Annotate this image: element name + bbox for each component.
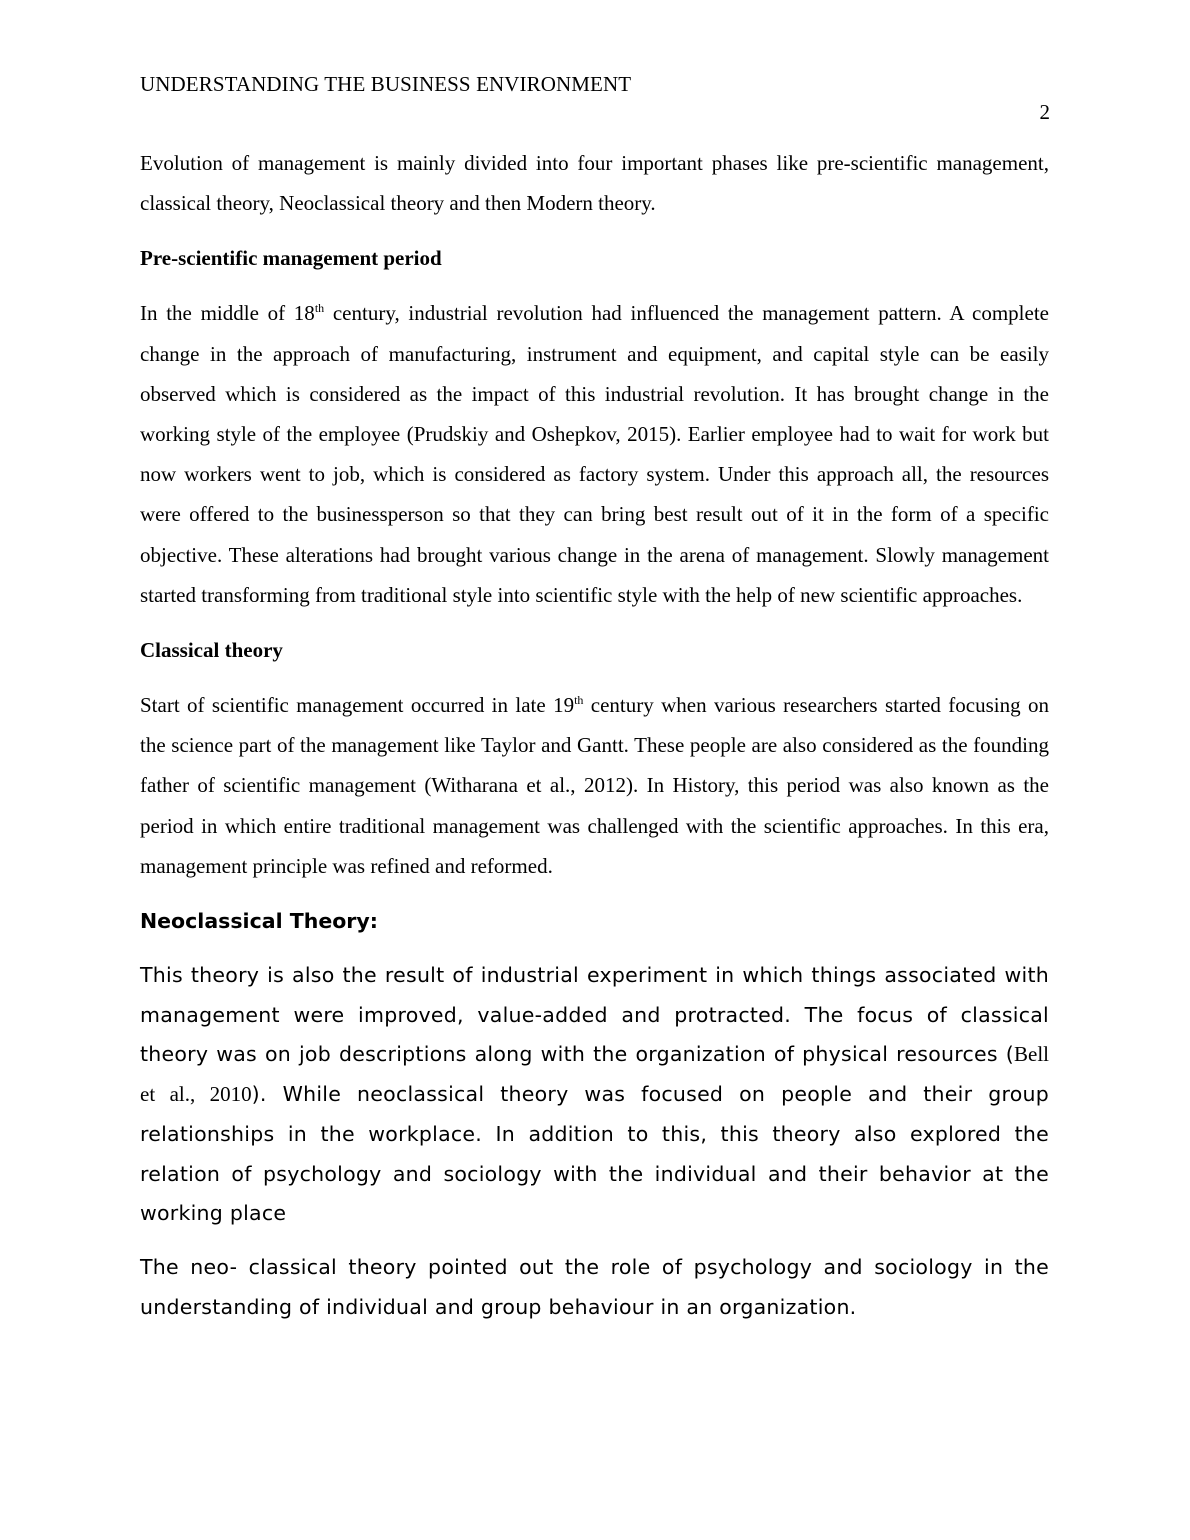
classical-text-start: Start of scientific management occurred in late 19 <box>140 693 575 718</box>
neoclassical-paragraph-1 <box>140 956 1049 1234</box>
classical-paragraph <box>140 685 1049 886</box>
neoclassical-paragraph-2: The neo- classical theory pointed out the role of psychology and sociology in the understanding of individual and group behaviour in an organization. <box>140 1254 1049 1319</box>
document-body <box>140 143 1049 1341</box>
page-number: 2 <box>1039 100 1050 124</box>
heading-pre-scientific: Pre-scientific management period <box>140 246 442 271</box>
ordinal-superscript: th <box>314 301 325 316</box>
pre-scientific-paragraph <box>140 293 1049 615</box>
citation: Bell et al., 2010 <box>140 1042 1049 1107</box>
heading-classical: Classical theory <box>140 638 283 663</box>
intro-paragraph: Evolution of management is mainly divided into four important phases like pre-scientific management, classical theory, Neoclassical theory and then Modern theory. <box>140 151 1049 216</box>
running-head: UNDERSTANDING THE BUSINESS ENVIRONMENT <box>140 72 632 96</box>
classical-text-rest: century when various researchers started focusing on the science part of the management like Taylor and Gantt. These people are also considered as the founding father of scientific management (Witharana et al., 2012). In History, this period was also known as the period in which entire traditional management was challenged with the scientific approaches. In this era, management principle was refined and reformed. <box>140 693 1049 878</box>
neoclassical-text-rest: ). While neoclassical theory was focused on people and their group relationships in the workplace. In addition to this, this theory also explored the relation of psychology and sociology with the individual and their behavior at the working place <box>140 1082 1050 1226</box>
pre-scientific-text-rest: century, industrial revolution had influenced the management pattern. A complete change in the approach of manufacturing, instrument and equipment, and capital style can be easily observed which is considered as the impact of this industrial revolution. It has brought change in the working style of the employee (Prudskiy and Oshepkov, 2015). Earlier employee had to wait for work but now workers went to job, which is considered as factory system. Under this approach all, the resources were offered to the businessperson so that they can bring best result out of it in the form of a specific objective. These alterations had brought various change in the arena of management. Slowly management started transforming from traditional style into scientific style with the help of new scientific approaches. <box>140 301 1049 607</box>
neoclassical-text-start: This theory is also the result of industrial experiment in which things associated with management were improved, value-added and protracted. The focus of classical theory was on job descriptions along with the organization of physical resources ( <box>140 963 1049 1067</box>
ordinal-superscript: th <box>574 693 584 708</box>
heading-neoclassical: Neoclassical Theory: <box>140 909 378 934</box>
pre-scientific-text-start: In the middle of 18 <box>140 301 315 326</box>
